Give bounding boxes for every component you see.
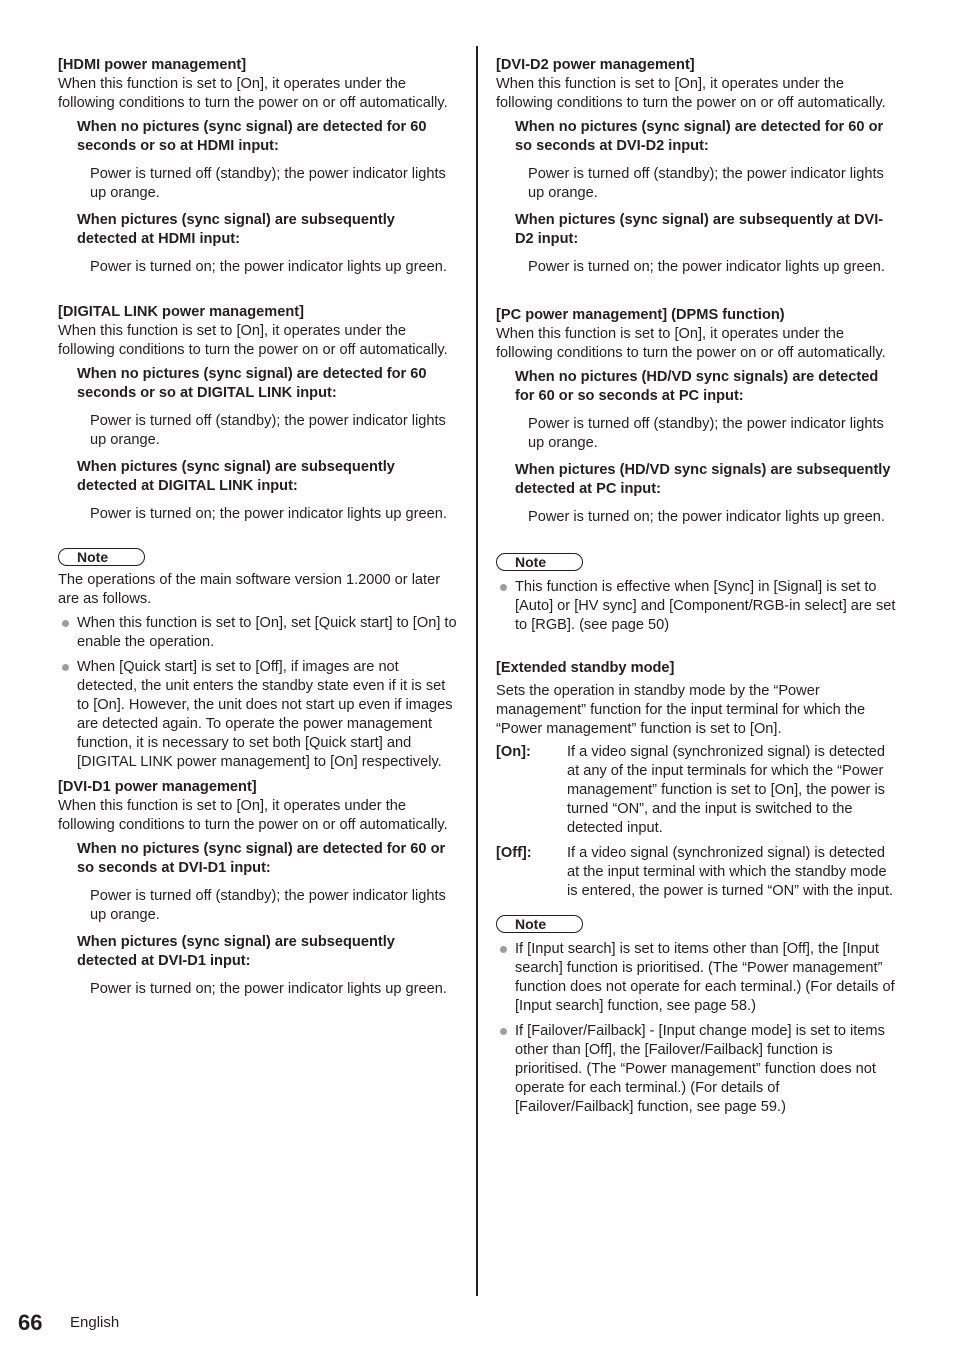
condition-on: When pictures (sync signal) are subsequently at DVI-D2 input: [515,212,884,247]
result-on: Power is turned on; the power indicator lights up green. [528,509,885,525]
note-block [58,548,458,772]
bullet-icon [62,620,69,627]
condition-on: When pictures (HD/VD sync signals) are subsequently detected at PC input: [515,462,891,497]
note-bullet-list [496,940,900,1117]
bullet-icon [62,664,69,671]
page-number: 66 [18,1310,43,1335]
note-label: Note [58,548,145,566]
note-label: Note [496,553,583,571]
section-intro: When this function is set to [On], it operates under the following conditions to turn the power on or off automatically. [58,323,448,358]
result-on: Power is turned on; the power indicator lights up green. [90,506,447,522]
left-column [58,56,458,999]
note-bullet-list [58,614,458,772]
note-bullet: If [Input search] is set to items other than [Off], the [Input search] function is prioritised. (The “Power management” function does not operate for each terminal.) (For details of [Input search] function, see page 58.) [496,940,900,1016]
section-intro: When this function is set to [On], it operates under the following conditions to turn the power on or off automatically. [496,76,886,111]
definition-description: If a video signal (synchronized signal) is detected at any of the input terminals for which the “Power management” function is set to [On], the power is turned “ON”, and the input is switched to the detected input. [567,744,885,836]
result-off: Power is turned off (standby); the power indicator lights up orange. [90,166,446,201]
condition-off: When no pictures (sync signal) are detected for 60 or so seconds at DVI-D2 input: [515,119,884,154]
note-block [496,553,900,635]
bullet-icon [500,584,507,591]
note-text: The operations of the main software version 1.2000 or later are as follows. [58,572,441,607]
section-title: [HDMI power management] [58,57,247,73]
condition-on: When pictures (sync signal) are subsequently detected at DVI-D1 input: [77,934,395,969]
condition-off: When no pictures (sync signal) are detected for 60 or so seconds at DVI-D1 input: [77,841,446,876]
section-title: [Extended standby mode] [496,660,675,676]
definition-term: [On]: [496,744,531,760]
note-bullet: This function is effective when [Sync] in [Signal] is set to [Auto] or [HV sync] and [Component/RGB-in select] are set to [RGB]. (see page 50) [496,578,900,635]
result-on: Power is turned on; the power indicator lights up green. [90,981,447,997]
result-off: Power is turned off (standby); the power indicator lights up orange. [90,413,446,448]
result-on: Power is turned on; the power indicator lights up green. [90,259,447,275]
pc-power-management-section [496,306,900,527]
bullet-icon [500,1028,507,1035]
section-intro: When this function is set to [On], it operates under the following conditions to turn the power on or off automatically. [496,326,886,361]
note-label: Note [496,915,583,933]
section-title: [DVI-D1 power management] [58,779,257,795]
definition-description: If a video signal (synchronized signal) is detected at the input terminal with which the standby mode is entered, the power is turned “ON” with the input. [567,845,894,899]
column-divider [476,46,478,1296]
note-bullet: When this function is set to [On], set [Quick start] to [On] to enable the operation. [58,614,458,652]
section-intro: Sets the operation in standby mode by the “Power management” function for the input terminal for which the “Power management” function is set to [On]. [496,683,866,737]
dvi-d1-power-management-section [58,778,458,999]
condition-on: When pictures (sync signal) are subsequently detected at HDMI input: [77,212,395,247]
bullet-icon [500,946,507,953]
right-column [496,56,900,1123]
result-off: Power is turned off (standby); the power indicator lights up orange. [528,416,884,451]
section-title: [PC power management] (DPMS function) [496,307,785,323]
note-bullet-list [496,578,900,635]
dvi-d2-power-management-section [496,56,900,277]
page-language: English [70,1314,120,1331]
note-block [496,915,900,1117]
condition-on: When pictures (sync signal) are subsequently detected at DIGITAL LINK input: [77,459,395,494]
definition-row-on [496,743,900,838]
definition-list [496,743,900,901]
condition-off: When no pictures (sync signal) are detected for 60 seconds or so at DIGITAL LINK input: [77,366,427,401]
note-bullet: When [Quick start] is set to [Off], if images are not detected, the unit enters the standby state even if it is set to [On]. However, the unit does not start up even if images are detected again. To operate the power management function, it is necessary to set both [Quick start] and [DIGITAL LINK power management] to [On] respectively. [58,658,458,772]
condition-off: When no pictures (sync signal) are detected for 60 seconds or so at HDMI input: [77,119,427,154]
result-off: Power is turned off (standby); the power indicator lights up orange. [528,166,884,201]
extended-standby-mode-section [496,659,900,901]
digital-link-power-management-section [58,303,458,524]
result-on: Power is turned on; the power indicator lights up green. [528,259,885,275]
result-off: Power is turned off (standby); the power indicator lights up orange. [90,888,446,923]
definition-row-off [496,844,900,901]
section-title: [DIGITAL LINK power management] [58,304,304,320]
hdmi-power-management-section [58,56,458,277]
note-bullet: If [Failover/Failback] - [Input change mode] is set to items other than [Off], the [Failover/Failback] function is prioritised. (The “Power management” function does not operate for each terminal.) (For details of [Failover/Failback] function, see page 59.) [496,1022,900,1117]
section-intro: When this function is set to [On], it operates under the following conditions to turn the power on or off automatically. [58,798,448,833]
condition-off: When no pictures (HD/VD sync signals) are detected for 60 or so seconds at PC input: [515,369,879,404]
section-intro: When this function is set to [On], it operates under the following conditions to turn the power on or off automatically. [58,76,448,111]
definition-term: [Off]: [496,845,532,861]
section-title: [DVI-D2 power management] [496,57,695,73]
